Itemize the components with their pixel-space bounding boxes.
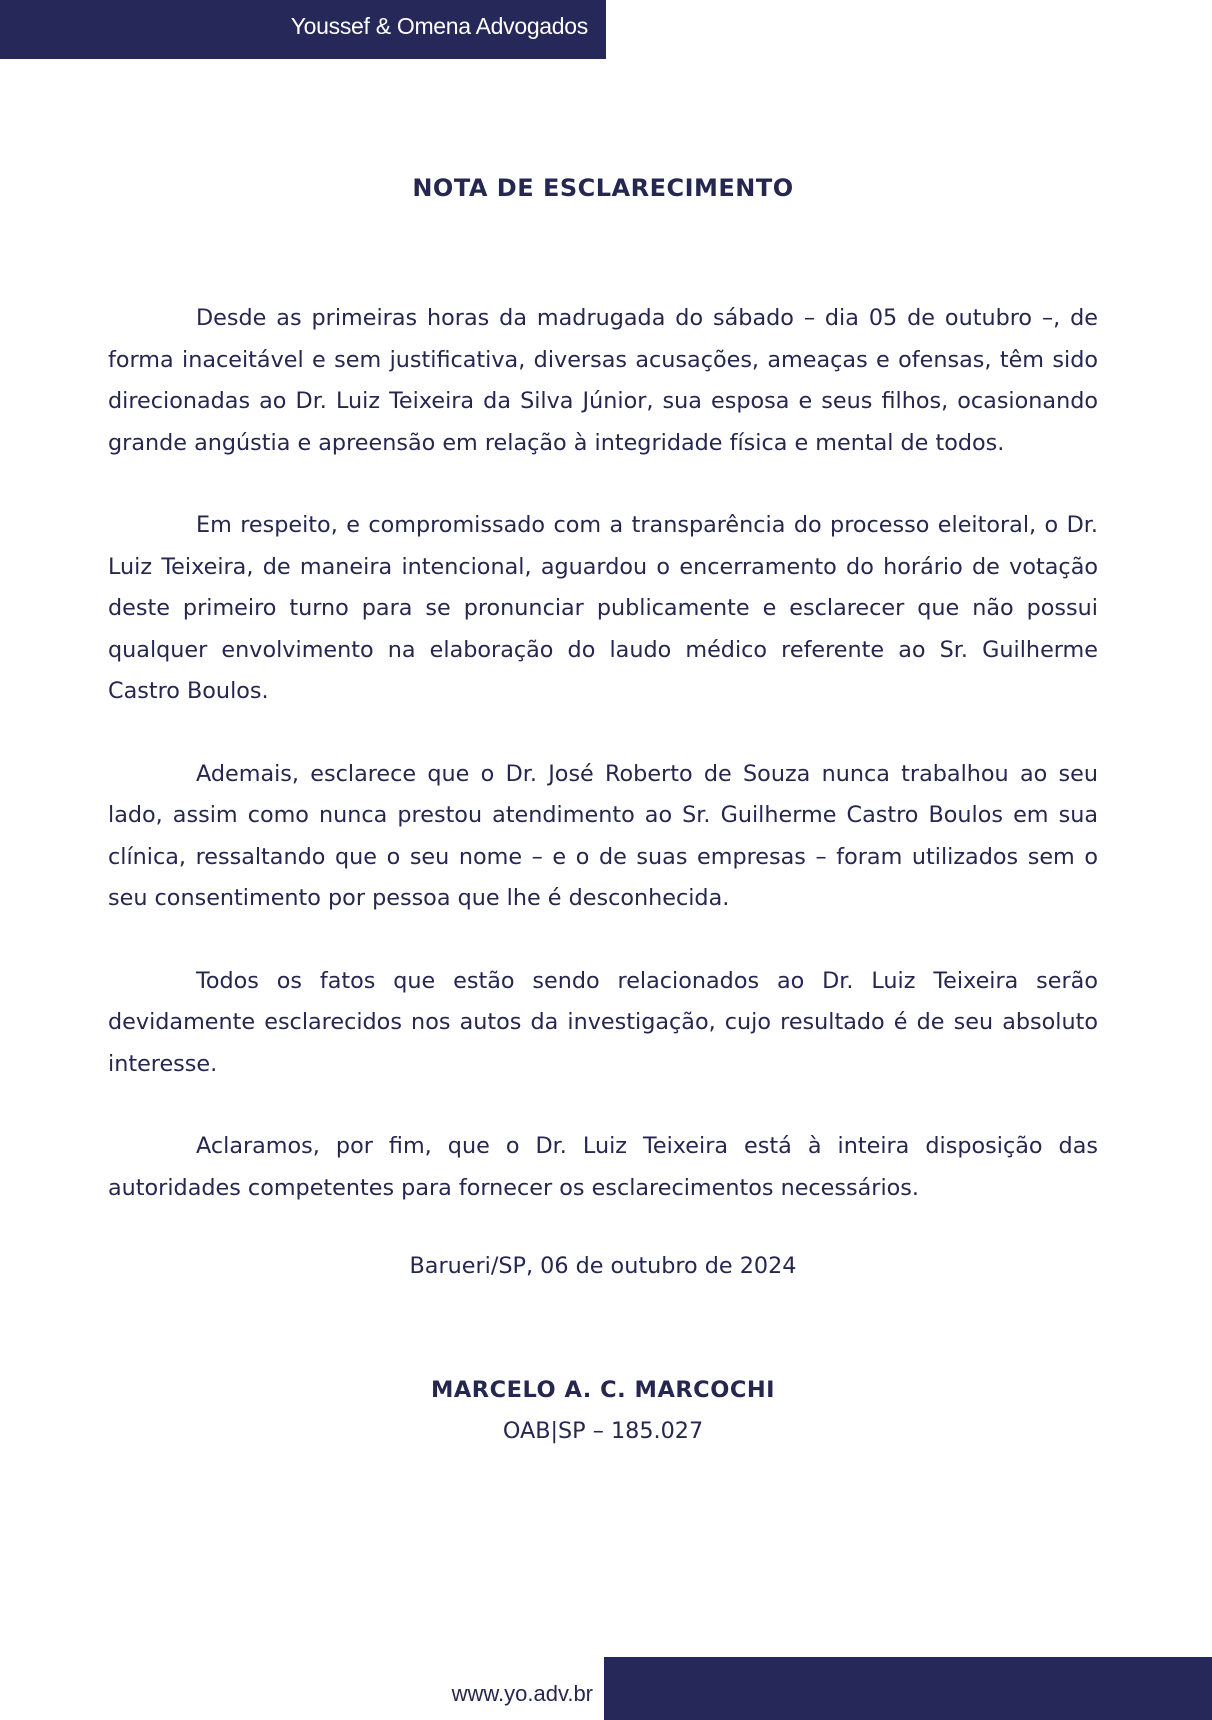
paragraph-4: Todos os fatos que estão sendo relacionados ao Dr. Luiz Teixeira serão devidamente esclarecidos nos autos da investigação, cujo resultado é de seu absoluto interesse. xyxy=(108,967,1098,1077)
document-body xyxy=(108,298,1098,1250)
website-link[interactable]: www.yo.adv.br xyxy=(451,1681,593,1706)
paragraph-1: Desde as primeiras horas da madrugada do sábado – dia 05 de outubro –, de forma inaceitável e sem justificativa, diversas acusações, ameaças e ofensas, têm sido direcionadas ao Dr. Luiz Teixeira da Silva Júnior, sua esposa e seus filhos, ocasionando grande angústia e apreensão em relação à integridade física e mental de todos. xyxy=(108,305,1098,456)
header-band xyxy=(0,0,606,59)
place-date: Barueri/SP, 06 de outubro de 2024 xyxy=(409,1253,797,1279)
paragraph-2: Em respeito, e compromissado com a transparência do processo eleitoral, o Dr. Luiz Teixeira, de maneira intencional, aguardou o encerramento do horário de votação deste primeiro turno para se pronunciar publicamente e esclarecer que não possui qualquer envolvimento na elaboração do laudo médico referente ao Sr. Guilherme Castro Boulos. xyxy=(108,512,1098,704)
signatory-oab: OAB|SP – 185.027 xyxy=(502,1418,704,1444)
paragraph-3: Ademais, esclarece que o Dr. José Roberto de Souza nunca trabalhou ao seu lado, assim como nunca prestou atendimento ao Sr. Guilherme Castro Boulos em sua clínica, ressaltando que o seu nome – e o de suas empresas – foram utilizados sem o seu consentimento por pessoa que lhe é desconhecida. xyxy=(108,760,1098,911)
paragraph-5: Aclaramos, por fim, que o Dr. Luiz Teixeira está à inteira disposição das autoridades competentes para fornecer os esclarecimentos necessários. xyxy=(108,1133,1098,1201)
signatory-name: MARCELO A. C. MARCOCHI xyxy=(430,1377,776,1403)
firm-name: Youssef & Omena Advogados xyxy=(290,13,588,39)
footer-band xyxy=(604,1657,1212,1720)
document-title: NOTA DE ESCLARECIMENTO xyxy=(412,174,794,202)
